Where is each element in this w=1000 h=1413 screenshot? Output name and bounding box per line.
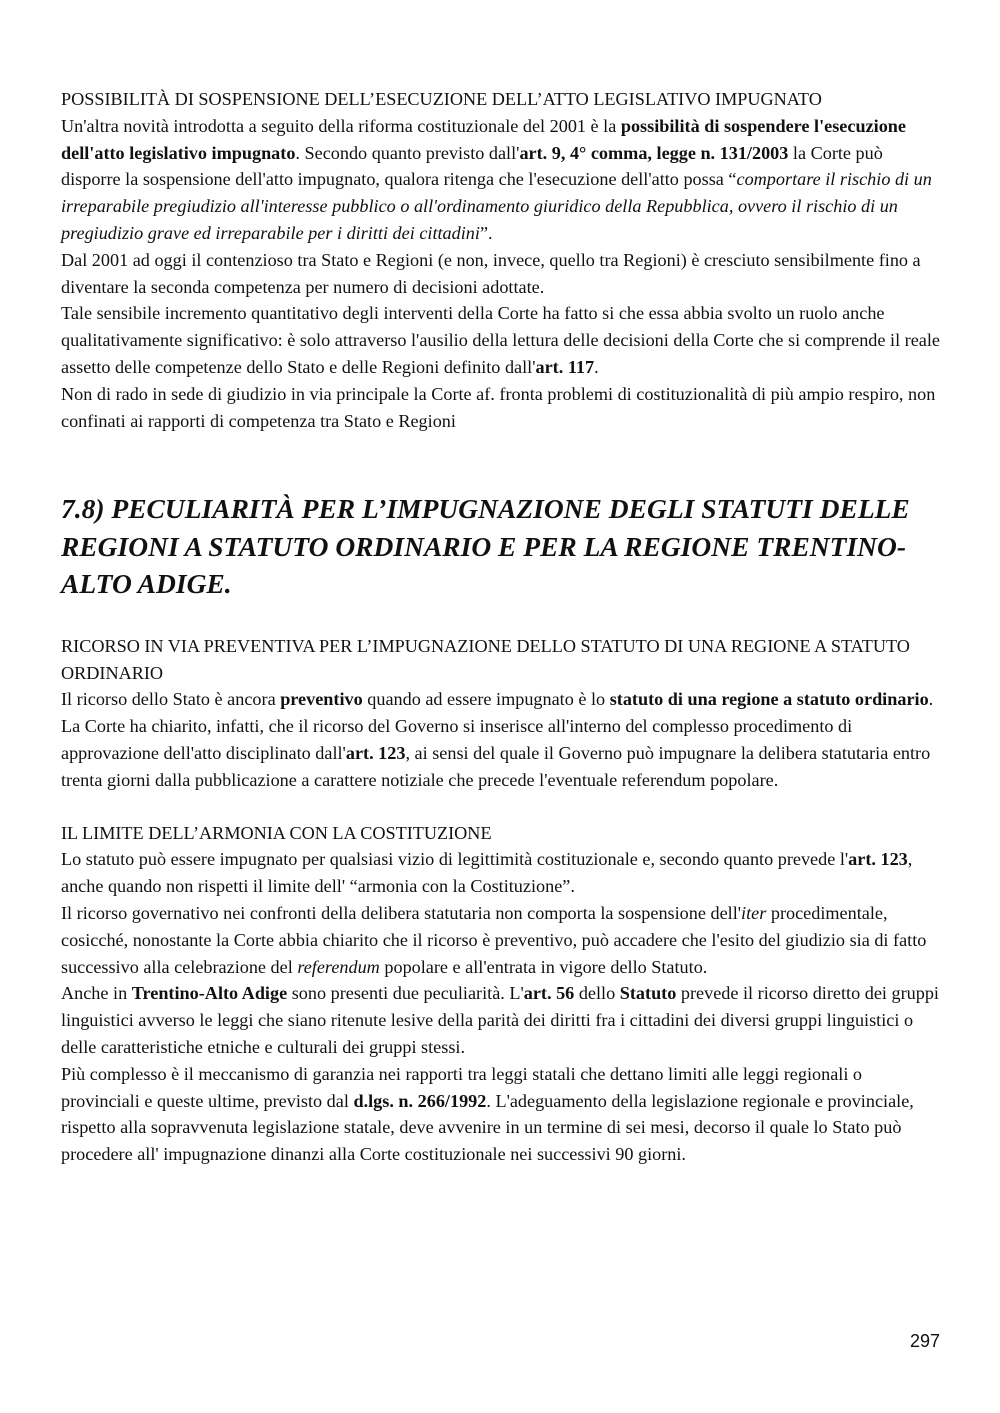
bold-term: Statuto — [619, 983, 677, 1004]
text-run: la Corte può disporre la sospensione dell'atto impugnato, qualora ritenga che l'esecuzione dell'atto possa “ — [61, 142, 883, 190]
bold-term: preventivo — [280, 689, 363, 710]
quoted-text: comportare il rischio di un irreparabile pregiudizio all'interesse pubblico o all'ordinamento giuridico della Repubblica, ovvero il rischio di un pregiudizio grave ed irreparabile per i diritti dei cittadini — [61, 169, 932, 243]
paragraph-contenzioso: Dal 2001 ad oggi il contenzioso tra Stato e Regioni (e non, invece, quello tra Regioni) è cresciuto sensibilmente fino a diventare la seconda competenza per numero di decisioni adottate. — [61, 249, 921, 297]
text-run: , anche quando non rispetti il limite dell' “armonia con la Costituzione”. — [61, 849, 913, 897]
text-run: Tale sensibile incremento quantitativo degli interventi della Corte ha fatto si che essa abbia svolto un ruolo anche qualitativamente significativo: è solo attraverso l'ausilio della lettura delle decisioni della Corte che si comprende il reale assetto delle competenze dello Stato e delle Regioni definito dall' — [61, 303, 941, 377]
text-run: Un'altra novità introdotta a seguito della riforma costituzionale del 2001 è la — [61, 115, 621, 136]
text-run: popolare e all'entrata in vigore dello Statuto. — [379, 956, 708, 977]
text-run: . — [594, 356, 599, 377]
bold-term: statuto di una regione a statuto ordinario — [609, 689, 929, 710]
text-run: sono presenti due peculiarità. L' — [287, 983, 524, 1004]
text-run: procedimentale, cosicché, nonostante la Corte abbia chiarito che il ricorso è preventivo, può accadere che l'esito del giudizio sia di fatto successivo alla celebrazione del — [61, 903, 927, 977]
paragraph-trentino — [61, 980, 941, 1060]
text-run: dello — [574, 983, 620, 1004]
paragraph-sospensione — [61, 113, 941, 247]
bold-term: Trentino-Alto Adige — [131, 983, 288, 1004]
text-run: . L'adeguamento della legislazione regionale e provinciale, rispetto alla sopravvenuta legislazione statale, deve avvenire in un termine di sei mesi, decorso il quale lo Stato può procedere all' impugnazione dinanzi alla Corte costituzionale nei successivi 90 giorni. — [61, 1090, 914, 1165]
paragraph-armonia — [61, 846, 941, 900]
text-run: . La Corte ha chiarito, infatti, che il ricorso del Governo si inserisce all'interno del complesso procedimento di approvazione dell'atto disciplinato dall' — [61, 689, 934, 764]
italic-term: referendum — [297, 956, 380, 977]
section-subheading-armonia: IL LIMITE DELL’ARMONIA CON LA COSTITUZIONE — [61, 822, 492, 843]
text-run: Il ricorso dello Stato è ancora — [61, 689, 281, 710]
law-reference: art. 117 — [535, 356, 595, 377]
italic-term: iter — [741, 903, 767, 924]
text-run: . Secondo quanto previsto dall' — [295, 142, 520, 163]
document-page — [61, 86, 941, 1168]
law-reference: art. 56 — [523, 983, 575, 1004]
section-heading: 7.8) PECULIARITÀ PER L’IMPUGNAZIONE DEGLI STATUTI DELLE REGIONI A STATUTO ORDINARIO E PER LA REGIONE TRENTINO-ALTO ADIGE. — [61, 493, 910, 600]
bold-term: possibilità di sospendere l'esecuzione dell'atto legislativo impugnato — [61, 115, 906, 163]
section-subheading-ricorso-preventivo: RICORSO IN VIA PREVENTIVA PER L’IMPUGNAZIONE DELLO STATUTO DI UNA REGIONE A STATUTO ORDINARIO — [61, 635, 910, 683]
text-run: quando ad essere impugnato è lo — [362, 689, 610, 710]
section-subheading-sospensione: POSSIBILITÀ DI SOSPENSIONE DELL’ESECUZIONE DELL’ATTO LEGISLATIVO IMPUGNATO — [61, 89, 822, 109]
text-run: Anche in — [61, 983, 132, 1004]
paragraph-ampio-respiro: Non di rado in sede di giudizio in via principale la Corte af. fronta problemi di costituzionalità di più ampio respiro, non confinati ai rapporti di competenza tra Stato e Regioni — [61, 383, 936, 431]
paragraph-incremento — [61, 300, 941, 380]
text-run: prevede il ricorso diretto dei gruppi linguistici avverso le leggi che siano ritenute lesive della parità dei diritti fra i cittadini dei diversi gruppi linguistici o delle caratteristiche etniche e culturali dei gruppi stessi. — [61, 983, 939, 1058]
paragraph-ricorso-preventivo — [61, 686, 941, 793]
text-run: ”. — [479, 222, 493, 243]
paragraph-iter — [61, 900, 941, 980]
page-number: 297 — [909, 1331, 940, 1351]
text-run: Lo statuto può essere impugnato per qualsiasi vizio di legittimità costituzionale e, secondo quanto prevede l' — [61, 849, 849, 870]
text-run: Il ricorso governativo nei confronti della delibera statutaria non comporta la sospensione dell' — [61, 903, 742, 924]
law-reference: art. 123 — [848, 849, 908, 870]
text-run: Più complesso è il meccanismo di garanzia nei rapporti tra leggi statali che dettano limiti alle leggi regionali o provinciali e queste ultime, previsto dal — [61, 1063, 863, 1111]
paragraph-garanzia — [61, 1061, 941, 1168]
law-reference: art. 9, 4° comma, legge n. 131/2003 — [519, 142, 789, 163]
law-reference: d.lgs. n. 266/1992 — [353, 1090, 487, 1111]
law-reference: art. 123 — [345, 743, 406, 764]
text-run: , ai sensi del quale il Governo può impugnare la delibera statutaria entro trenta giorni dalla pubblicazione a carattere notiziale che precede l'eventuale referendum popolare. — [61, 743, 931, 790]
